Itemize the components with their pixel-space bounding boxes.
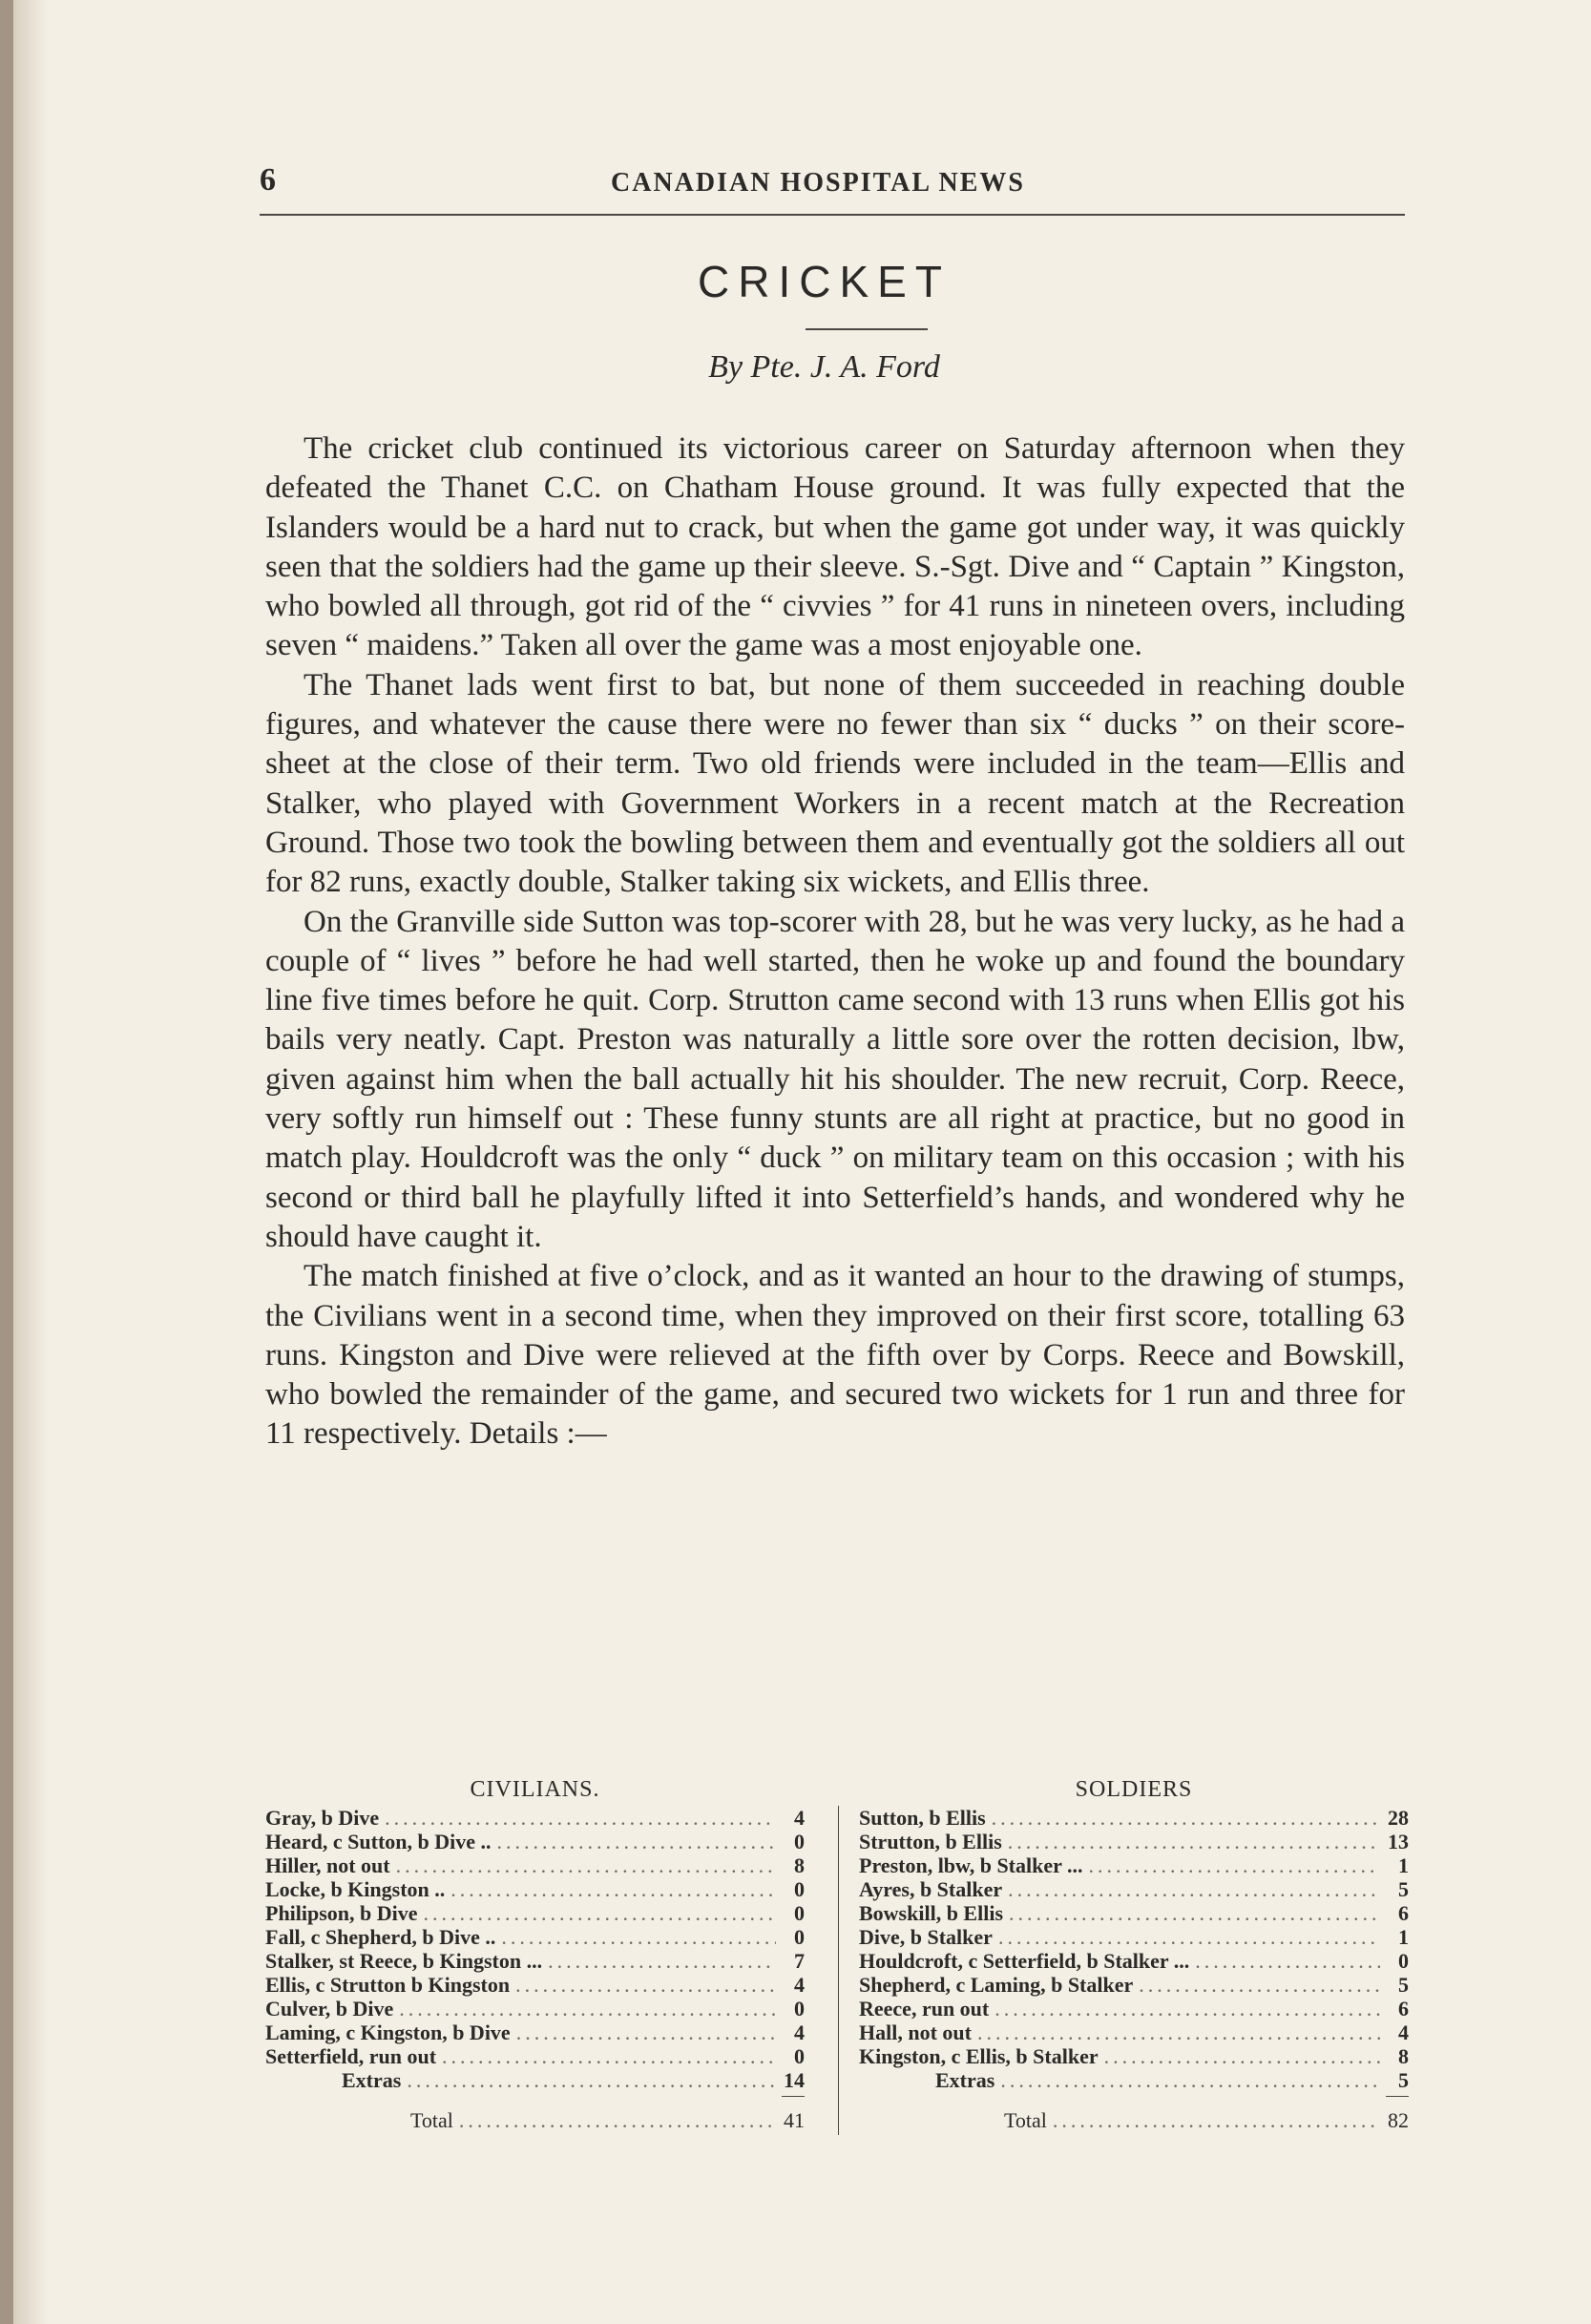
total-rule [782,2096,805,2097]
batsman-runs: 0 [794,1830,805,1853]
batsman-name: Dive, b Stalker [859,1925,993,1949]
total-value: 82 [1388,2108,1409,2132]
article-title: CRICKET [698,257,951,306]
extras-value: 14 [784,2068,805,2092]
batsman-row [859,1925,1409,1949]
batsman-name: Ayres, b Stalker [859,1877,1003,1901]
batsman-runs: 5 [1398,1973,1409,1997]
extras-row [265,2068,805,2092]
extras-value: 5 [1398,2068,1409,2092]
batsman-runs: 8 [1398,2044,1409,2068]
batsman-runs: 4 [794,1806,805,1830]
batsman-name: Stalker, st Reece, b Kingston ... [265,1949,543,1973]
batsman-name: Laming, c Kingston, b Dive [265,2020,511,2044]
batsman-row [859,1997,1409,2020]
batsman-runs: 4 [794,1973,805,1997]
batsman-name: Gray, b Dive [265,1806,380,1830]
batsman-row [265,1997,805,2020]
total-row [859,2108,1409,2132]
civilians-scorecard [265,1777,805,2132]
batsman-name: Philipson, b Dive [265,1901,418,1925]
batsman-name: Hall, not out [859,2020,972,2044]
header-rule [260,214,1405,216]
total-rule [1386,2096,1409,2097]
batsman-runs: 1 [1398,1853,1409,1877]
batsman-name: Hiller, not out [265,1853,390,1877]
total-label: Total [1004,2108,1047,2132]
batsman-runs: 0 [1398,1949,1409,1973]
paragraph: The cricket club continued its victorious career on Saturday afternoon when they defeated the Thanet C.C. on Chatham House ground. It was fully expected that the Islanders would be a hard nut to crack, but when the game got under way, it was quickly seen that the soldiers had the game up their sleeve. S.-Sgt. Dive and “ Captain ” Kingston, who bowled all through, got rid of the “ civvies ” for 41 runs in nineteen overs, including seven “ maidens.” Taken all over the game was a most enjoyable one. [265,431,1405,663]
title-rule [806,328,928,330]
batsman-row [859,1806,1409,1830]
scorecards [265,1777,1409,2140]
batsman-name: Strutton, b Ellis [859,1830,1002,1853]
batsman-row [265,1949,805,1973]
batsman-row [859,2044,1409,2068]
batsman-runs: 6 [1398,1901,1409,1925]
batsman-name: Bowskill, b Ellis [859,1901,1004,1925]
batsman-row [265,2044,805,2068]
paragraph: The match finished at five o’clock, and as it wanted an hour to the drawing of stumps, the Civilians went in a second time, when they improved on their first score, totalling 63 runs. Kingston and Dive were relieved at the fifth over by Corps. Reece and Bowskill, who bowled the remainder of the game, and secured two wickets for 1 run and three for 11 respectively. Details :— [265,1259,1405,1452]
byline: By Pte. J. A. Ford [708,349,940,385]
article-body [265,429,1405,1455]
batsman-runs: 0 [794,1925,805,1949]
soldiers-scorecard [859,1777,1409,2132]
batsman-runs: 8 [794,1853,805,1877]
batsman-runs: 4 [1398,2020,1409,2044]
paragraph: On the Granville side Sutton was top-scorer with 28, but he was very lucky, as he had a couple of “ lives ” before he had well started, then he woke up and found the boundary line five times before he quit. Corp. Strutton came second with 13 runs when Ellis got his bails very neatly. Capt. Preston was naturally a little sore over the rotten decision, lbw, given against him when the ball actually hit his shoulder. The new recruit, Corp. Reece, very softly run himself out : These funny stunts are all right at practice, but no good in match play. Houldcroft was the only “ duck ” on military team on this occasion ; with his second or third ball he playfully lifted it into Setterfield’s hands, and wondered why he should have caught it. [265,904,1405,1254]
batsman-runs: 6 [1398,1997,1409,2020]
batsman-row [859,2020,1409,2044]
batsman-name: Ellis, c Strutton b Kingston [265,1973,511,1997]
total-value: 41 [784,2108,805,2132]
batsman-row [265,1806,805,1830]
batsman-row [265,1877,805,1901]
total-label: Total [410,2108,453,2132]
batsman-runs: 0 [794,2044,805,2068]
batsman-name: Fall, c Shepherd, b Dive .. [265,1925,496,1949]
batsman-row [859,1949,1409,1973]
batsman-name: Setterfield, run out [265,2044,437,2068]
batsman-row [859,1901,1409,1925]
batsman-row [859,1973,1409,1997]
batsman-name: Reece, run out [859,1997,990,2020]
extras-row [859,2068,1409,2092]
batsman-row [265,1830,805,1853]
batsman-runs: 5 [1398,1877,1409,1901]
batsman-runs: 28 [1388,1806,1409,1830]
batsman-row [859,1877,1409,1901]
civilians-heading: CIVILIANS. [470,1777,600,1802]
batsman-name: Houldcroft, c Setterfield, b Stalker ... [859,1949,1190,1973]
batsman-runs: 0 [794,1997,805,2020]
batsman-name: Sutton, b Ellis [859,1806,986,1830]
running-title: CANADIAN HOSPITAL NEWS [611,168,1025,198]
batsman-runs: 0 [794,1901,805,1925]
batsman-row [265,1925,805,1949]
column-divider [838,1806,839,2135]
page-number: 6 [260,162,276,198]
extras-label: Extras [342,2068,402,2092]
batsman-row [265,1901,805,1925]
batsman-row [265,1973,805,1997]
batsman-runs: 1 [1398,1925,1409,1949]
batsman-runs: 7 [794,1949,805,1973]
batsman-name: Locke, b Kingston .. [265,1877,446,1901]
paragraph: The Thanet lads went first to bat, but none of them succeeded in reaching double figures, and whatever the cause there were no fewer than six “ ducks ” on their score-sheet at the close of their term. Two old friends were included in the team—Ellis and Stalker, who played with Government Workers in a recent match at the Recreation Ground. Those two took the bowling between them and eventually got the soldiers all out for 82 runs, exactly double, Stalker taking six wickets, and Ellis three. [265,667,1405,900]
batsman-name: Preston, lbw, b Stalker ... [859,1853,1083,1877]
batsman-runs: 0 [794,1877,805,1901]
batsman-name: Heard, c Sutton, b Dive .. [265,1830,492,1853]
batsman-name: Culver, b Dive [265,1997,394,2020]
batsman-row [265,1853,805,1877]
batsman-row [859,1830,1409,1853]
batsman-name: Shepherd, c Laming, b Stalker [859,1973,1134,1997]
batsman-runs: 4 [794,2020,805,2044]
extras-label: Extras [935,2068,995,2092]
total-row [265,2108,805,2132]
batsman-runs: 13 [1388,1830,1409,1853]
soldiers-heading: SOLDIERS [1075,1777,1193,1802]
batsman-name: Kingston, c Ellis, b Stalker [859,2044,1099,2068]
batsman-row [265,2020,805,2044]
batsman-row [859,1853,1409,1877]
